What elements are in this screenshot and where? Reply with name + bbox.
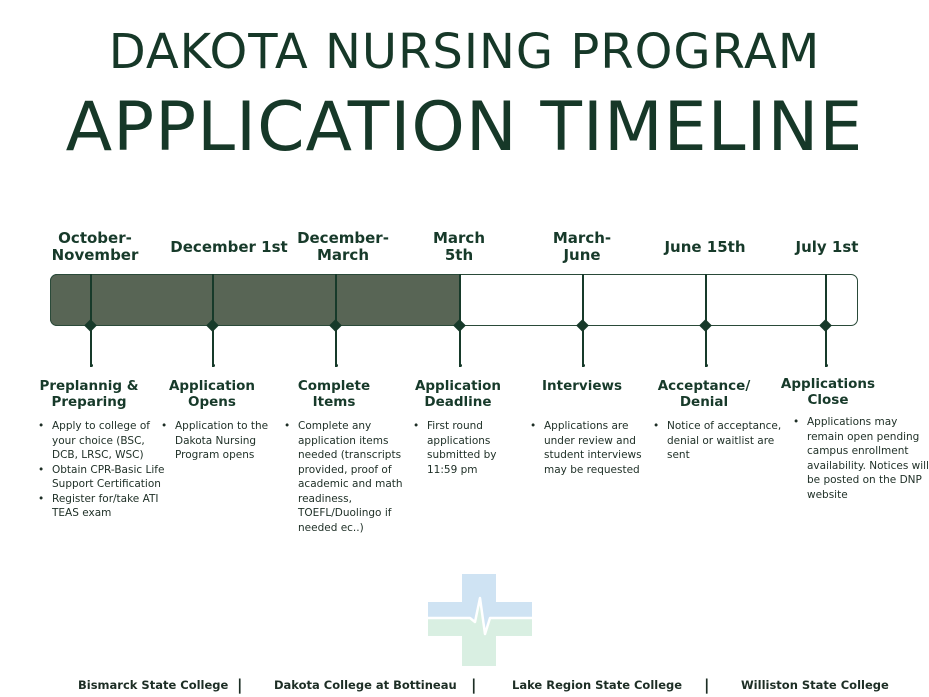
step-date-4: March 5th bbox=[432, 229, 486, 264]
step-date-2: December 1st bbox=[170, 238, 288, 256]
timeline-progress-fill bbox=[50, 274, 460, 326]
step-date-3: December- March bbox=[297, 229, 389, 264]
list-item: • Apply to college of your choice (BSC, DCB, LRSC, WSC) bbox=[52, 419, 170, 463]
list-item: • First round applications submitted by 11:59 pm bbox=[427, 419, 525, 477]
step-title-5: Interviews bbox=[542, 378, 622, 394]
list-item: • Complete any application items needed (transcripts provided, proof of academic and math readiness, TOEFL/Duolingo if needed ec..) bbox=[298, 419, 410, 535]
step-title-6: Acceptance/ Denial bbox=[657, 378, 751, 410]
list-item: • Applications are under review and student interviews may be requested bbox=[544, 419, 656, 477]
college-name: Bismarck State College bbox=[78, 678, 229, 692]
step-details-7 bbox=[791, 415, 929, 502]
separator: | bbox=[704, 676, 710, 694]
step-date-1: October- November bbox=[51, 229, 139, 264]
title-line1: DAKOTA NURSING PROGRAM bbox=[108, 24, 821, 80]
list-item: • Notice of acceptance, denial or waitlist are sent bbox=[667, 419, 795, 463]
step-title-7: Applications Close bbox=[780, 376, 876, 408]
separator: | bbox=[237, 676, 243, 694]
step-details-6 bbox=[651, 419, 795, 463]
step-title-1: Preplannig & Preparing bbox=[39, 378, 139, 410]
medical-cross-heartbeat-icon bbox=[428, 574, 532, 666]
step-details-1 bbox=[36, 419, 170, 521]
step-title-4: Application Deadline bbox=[414, 378, 502, 410]
title-line2: APPLICATION TIMELINE bbox=[65, 88, 864, 167]
college-name: Lake Region State College bbox=[512, 678, 683, 692]
college-name: Williston State College bbox=[741, 678, 889, 692]
footer-colleges bbox=[0, 676, 929, 696]
step-details-2 bbox=[159, 419, 287, 463]
step-title-3: Complete Items bbox=[297, 378, 371, 410]
step-details-4 bbox=[411, 419, 525, 477]
list-item: • Obtain CPR-Basic Life Support Certification bbox=[52, 463, 170, 492]
step-details-5 bbox=[528, 419, 656, 477]
step-date-6: June 15th bbox=[664, 238, 746, 256]
step-date-7: July 1st bbox=[795, 238, 859, 256]
list-item: • Application to the Dakota Nursing Program opens bbox=[175, 419, 287, 463]
step-date-5: March- June bbox=[552, 229, 612, 264]
separator: | bbox=[471, 676, 477, 694]
step-title-2: Application Opens bbox=[168, 378, 256, 410]
step-details-3 bbox=[282, 419, 410, 535]
list-item: • Register for/take ATI TEAS exam bbox=[52, 492, 170, 521]
list-item: • Applications may remain open pending campus enrollment availability. Notices will be posted on the DNP website bbox=[807, 415, 929, 502]
college-name: Dakota College at Bottineau bbox=[274, 678, 457, 692]
